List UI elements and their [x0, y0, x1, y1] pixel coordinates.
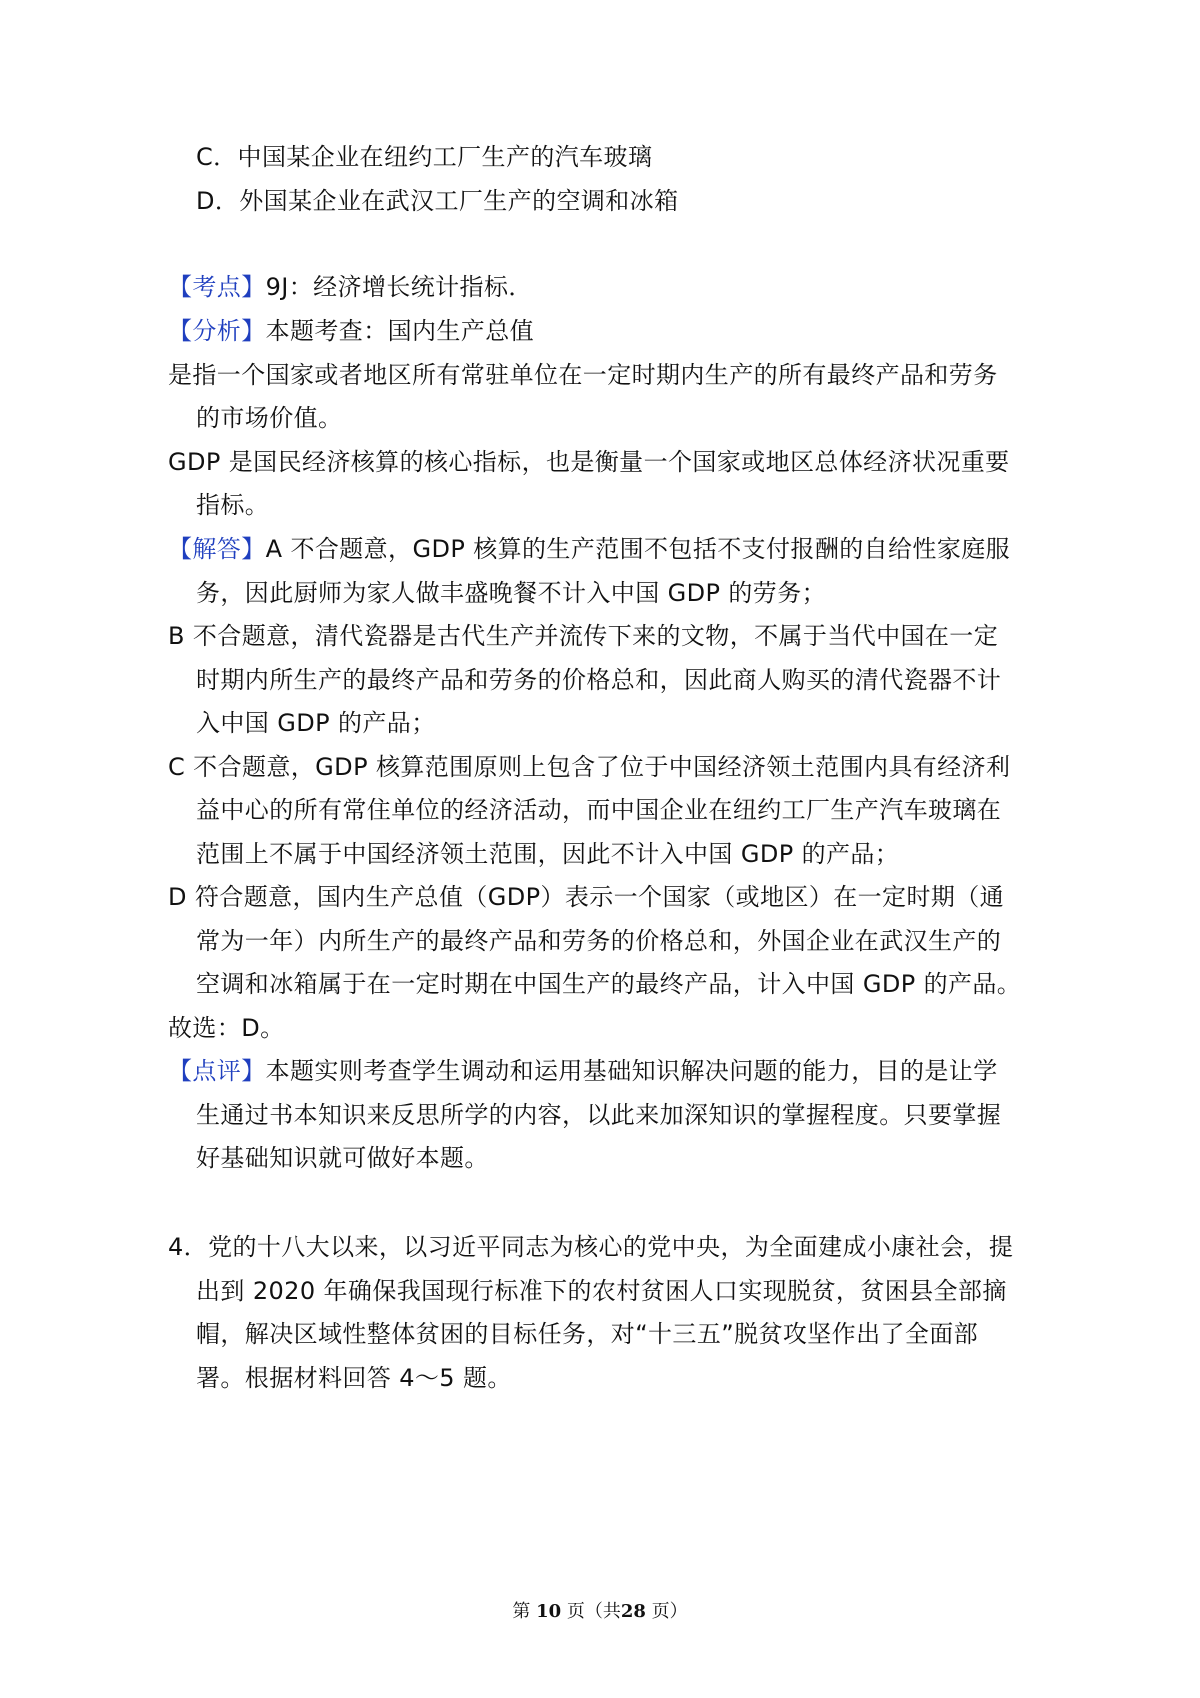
dianping-text-2: 生通过书本知识来反思所学的内容，以此来加深知识的掌握程度。只要掌握: [196, 1101, 1002, 1129]
fenxi-line-2: 的市场价值。: [196, 404, 343, 432]
footer-prefix: 第: [512, 1601, 531, 1622]
jieda-b-1: B 不合题意，清代瓷器是古代生产并流传下来的文物，不属于当代中国在一定: [168, 622, 999, 650]
jieda-tag: 【解答】: [168, 535, 266, 563]
footer-total-pages: 28: [620, 1601, 646, 1622]
jieda-b-3: 入中国 GDP 的产品；: [196, 709, 436, 737]
dianping-text-1: 本题实则考查学生调动和运用基础知识解决问题的能力，目的是让学: [265, 1057, 998, 1085]
jieda-d-3: 空调和冰箱属于在一定时期在中国生产的最终产品，计入中国 GDP 的产品。: [196, 970, 1022, 998]
dianping-tag: 【点评】: [168, 1057, 266, 1085]
fenxi-line-4: 指标。: [196, 491, 270, 519]
question4-line-3: 帽，解决区域性整体贫困的目标任务，对“十三五”脱贫攻坚作出了全面部: [196, 1320, 979, 1348]
jieda-c-2: 益中心的所有常住单位的经济活动，而中国企业在纽约工厂生产汽车玻璃在: [196, 796, 1002, 824]
jieda-c-1: C 不合题意，GDP 核算范围原则上包含了位于中国经济领土范围内具有经济利: [168, 753, 1011, 781]
jieda-a-1: A 不合题意，GDP 核算的生产范围不包括不支付报酬的自给性家庭服: [265, 535, 1011, 563]
fenxi-line-3: GDP 是国民经济核算的核心指标，也是衡量一个国家或地区总体经济状况重要: [168, 448, 1010, 476]
jieda-b-2: 时期内所生产的最终产品和劳务的价格总和，因此商人购买的清代瓷器不计: [196, 666, 1002, 694]
jieda-line: [168, 534, 1010, 564]
question4-line-4: 署。根据材料回答 4～5 题。: [196, 1364, 512, 1392]
footer-middle: 页（共: [566, 1601, 621, 1622]
kaodian-tag: 【考点】: [168, 273, 266, 301]
dianping-line: [168, 1056, 998, 1086]
jieda-d-2: 常为一年）内所生产的最终产品和劳务的价格总和，外国企业在武汉生产的: [196, 927, 1002, 955]
kaodian-text: 9J：经济增长统计指标．: [265, 273, 533, 301]
kaodian-line: [168, 272, 533, 302]
footer-suffix: 页）: [651, 1601, 688, 1622]
question4-line-1: 4．党的十八大以来，以习近平同志为核心的党中央，为全面建成小康社会，提: [168, 1233, 1014, 1261]
option-c: C．中国某企业在纽约工厂生产的汽车玻璃: [196, 143, 653, 171]
fenxi-text: 本题考查：国内生产总值: [265, 317, 535, 345]
fenxi-line-1: 是指一个国家或者地区所有常驻单位在一定时期内生产的所有最终产品和劳务: [168, 361, 998, 389]
jieda-a-2: 务，因此厨师为家人做丰盛晚餐不计入中国 GDP 的劳务；: [196, 579, 827, 607]
jieda-answer: 故选：D。: [168, 1014, 285, 1042]
fenxi-line: [168, 316, 534, 346]
fenxi-tag: 【分析】: [168, 317, 266, 345]
jieda-d-1: D 符合题意，国内生产总值（GDP）表示一个国家（或地区）在一定时期（通: [168, 883, 1005, 911]
footer-page-number: 10: [536, 1601, 562, 1622]
page-footer: [0, 1600, 1200, 1624]
dianping-text-3: 好基础知识就可做好本题。: [196, 1144, 489, 1172]
jieda-c-3: 范围上不属于中国经济领土范围，因此不计入中国 GDP 的产品；: [196, 840, 900, 868]
option-d: D．外国某企业在武汉工厂生产的空调和冰箱: [196, 187, 679, 215]
question4-line-2: 出到 2020 年确保我国现行标准下的农村贫困人口实现脱贫，贫困县全部摘: [196, 1277, 1007, 1305]
